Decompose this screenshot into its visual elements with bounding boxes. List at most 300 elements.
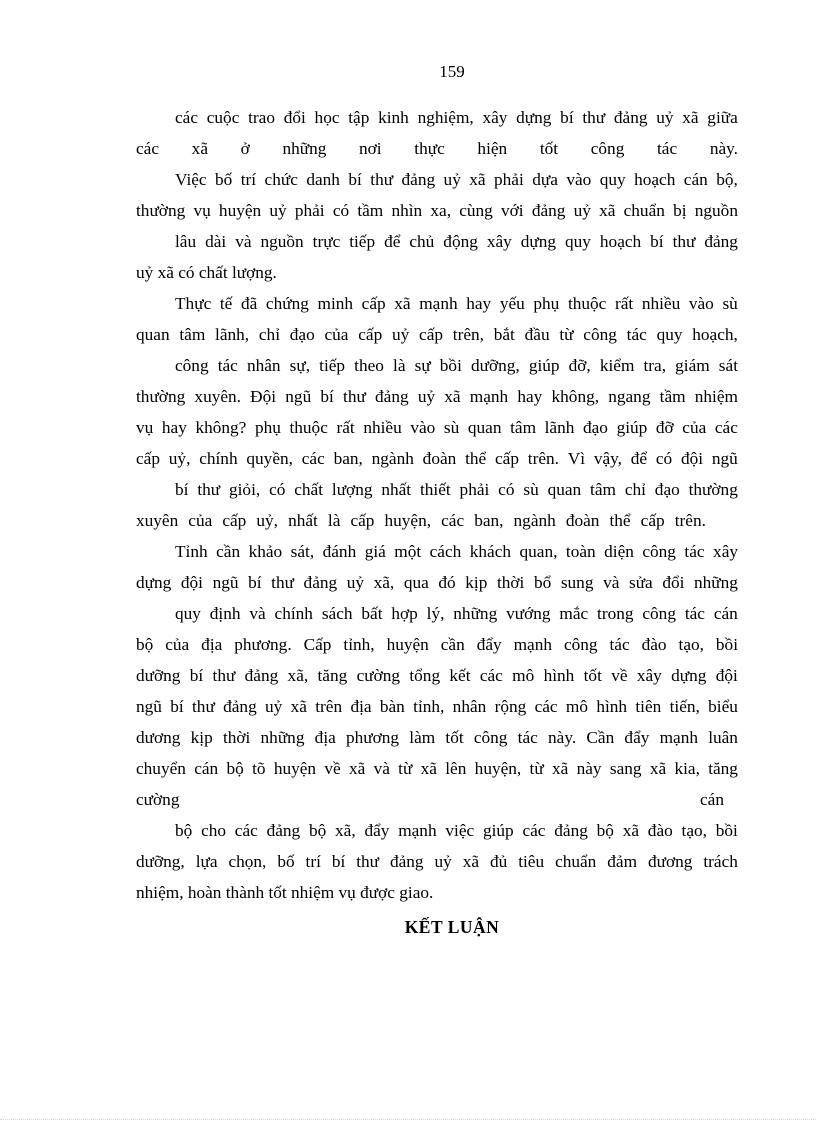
word: thường [136, 201, 186, 220]
word: và [235, 232, 252, 251]
word: không? [195, 418, 247, 437]
word: thực [414, 139, 445, 158]
word: vào [410, 418, 436, 437]
word: tỉnh, [343, 635, 375, 654]
word: tác [217, 356, 238, 375]
word: để [630, 449, 648, 468]
word: xuyên. [194, 387, 241, 406]
word: uỷ [573, 201, 591, 220]
word: đẩy [364, 821, 390, 840]
word: mạnh [398, 821, 437, 840]
word: huyện [218, 201, 262, 220]
word: dài [205, 232, 227, 251]
word: dương [136, 728, 181, 747]
word: bí [170, 697, 184, 716]
word: yếu [499, 294, 525, 313]
word: kịp [465, 573, 488, 592]
word: bí [175, 480, 189, 499]
word: uỷ [346, 573, 365, 592]
word: này. [548, 728, 577, 747]
word: uỷ [434, 852, 452, 871]
word: có [498, 480, 515, 499]
word: lên [445, 759, 467, 778]
word: đào [641, 635, 667, 654]
word: hình [543, 666, 575, 685]
word: thường [688, 480, 738, 499]
text-line [136, 199, 738, 223]
word: theo [354, 356, 384, 375]
word: xã [191, 139, 208, 158]
word: bộ, [716, 170, 738, 189]
word: chính [274, 604, 313, 623]
word: nhiệm [694, 387, 738, 406]
text-line [175, 230, 738, 254]
word: biểu [708, 697, 738, 716]
word: hoạch, [692, 325, 738, 344]
word: các [714, 418, 738, 437]
word: chủ [409, 232, 435, 251]
word: ngang [608, 387, 651, 406]
word: đội [715, 666, 738, 685]
word: các [522, 821, 546, 840]
word: tác [609, 635, 630, 654]
word: đảng [375, 387, 409, 406]
word: từ [398, 759, 413, 778]
word: công [473, 728, 508, 747]
word: với [501, 201, 524, 220]
word: xã [420, 759, 437, 778]
word: phải [294, 201, 325, 220]
word: uỷ [656, 108, 674, 127]
word: uỷ, [256, 511, 278, 530]
word: bố [215, 170, 233, 189]
word: đảng [266, 821, 301, 840]
text-line [175, 819, 738, 843]
word: vướng [506, 604, 551, 623]
word: ngũ [212, 573, 239, 592]
word: sù [523, 480, 539, 499]
word: xã, [373, 573, 395, 592]
word: chuẩn [555, 852, 597, 871]
word: tỉnh, [413, 697, 445, 716]
word: xuyên [136, 511, 179, 530]
word: tra, [643, 356, 667, 375]
word: giúp [528, 356, 560, 375]
text-line [136, 447, 738, 471]
word: thư [672, 232, 696, 251]
word: chứng [265, 294, 309, 313]
word: đảm [607, 852, 638, 871]
word: và [603, 573, 620, 592]
word: quy [656, 325, 683, 344]
word: xã, [335, 821, 356, 840]
text-line [136, 757, 738, 781]
word: đạo [654, 480, 680, 499]
word: các [441, 511, 465, 530]
page-bottom-border [0, 1119, 816, 1120]
word: vào [688, 294, 714, 313]
text-line [136, 788, 724, 812]
word: xã [290, 697, 307, 716]
word: thời [222, 728, 251, 747]
word: chuẩn [623, 201, 665, 220]
word: địa [314, 728, 336, 747]
word: toàn [565, 542, 596, 561]
word: địa [201, 635, 223, 654]
word: thời [496, 573, 525, 592]
word: khảo [248, 542, 283, 561]
word: vụ [193, 201, 211, 220]
word: huyện [273, 759, 317, 778]
text-line [136, 726, 738, 750]
word: quy [175, 604, 201, 623]
word: ngũ [711, 449, 738, 468]
text-line [175, 540, 738, 564]
word: bí [320, 387, 334, 406]
word: ban, [474, 511, 504, 530]
word: Cần [586, 728, 615, 747]
word: tác [517, 728, 538, 747]
text-line [175, 168, 738, 192]
word: quy [599, 170, 626, 189]
word: chỉ [258, 325, 281, 344]
word: phải [459, 480, 490, 499]
word: cán [713, 604, 738, 623]
word: có [269, 480, 286, 499]
word: dựng [520, 232, 557, 251]
word: quy [565, 232, 591, 251]
word: diện [604, 542, 634, 561]
word: sát, [290, 542, 315, 561]
word: đỡ, [568, 356, 591, 375]
word: làm [409, 728, 436, 747]
word: đó [438, 573, 456, 592]
word: thư [343, 387, 366, 406]
word: đảng [531, 201, 566, 220]
word: chính [199, 449, 238, 468]
word: trí [305, 852, 321, 871]
word: đảng [554, 821, 588, 840]
word: phụ [533, 294, 560, 313]
word: tiến, [669, 697, 700, 716]
word: từ [559, 325, 574, 344]
word: tốt [583, 666, 602, 685]
word: cường [356, 666, 401, 685]
word: uỷ [265, 697, 283, 716]
word: bí [348, 170, 362, 189]
word: giá [364, 542, 386, 561]
text-line [136, 137, 738, 161]
word: tế [219, 294, 233, 313]
word: tầm [659, 387, 686, 406]
word: tạo, [681, 821, 707, 840]
word: là [327, 511, 341, 530]
word: công [590, 139, 625, 158]
word: huyện [386, 635, 429, 654]
word: cho [201, 821, 227, 840]
word: ngành [513, 511, 556, 530]
word: trực [312, 232, 341, 251]
word: xã [682, 108, 699, 127]
word: các [301, 449, 325, 468]
word: mạnh [659, 728, 698, 747]
word: của [682, 418, 707, 437]
word: dưỡng, [136, 852, 185, 871]
word: tiếp [319, 356, 346, 375]
word: này [576, 759, 602, 778]
word: tốt [539, 139, 559, 158]
word: định [209, 604, 241, 623]
text-line [136, 571, 738, 595]
word: xã, [287, 666, 309, 685]
word: ngành [371, 449, 414, 468]
word: Đội [250, 387, 277, 406]
text-line [136, 695, 738, 719]
text-line [175, 602, 738, 626]
word: đảng [389, 852, 424, 871]
word: chức [264, 170, 298, 189]
word: Tỉnh [175, 542, 208, 561]
word: lựa [195, 852, 218, 871]
word: công [175, 356, 209, 375]
word: tạo, [678, 635, 704, 654]
word: lãnh, [215, 325, 250, 344]
word: đảng [401, 170, 436, 189]
word: các [136, 139, 160, 158]
word: hay [161, 418, 187, 437]
text-line [136, 664, 738, 688]
word: đánh [322, 542, 357, 561]
word: nhiều [363, 418, 402, 437]
word: những [453, 604, 498, 623]
word: đủ [489, 852, 508, 871]
word: rộng [494, 697, 527, 716]
word: đội [681, 449, 704, 468]
word: mô [512, 666, 535, 685]
word: trách [703, 852, 738, 871]
word: về [324, 759, 341, 778]
word: để [384, 232, 401, 251]
word: dựng [671, 666, 707, 685]
word: các [234, 821, 258, 840]
word: và [249, 604, 266, 623]
word: đảng [223, 697, 257, 716]
word: sung [560, 573, 594, 592]
word: cấp [419, 325, 444, 344]
word: thuộc [289, 418, 328, 437]
word: kiểm [599, 356, 635, 375]
word: cấp [361, 294, 386, 313]
word: sách [321, 604, 353, 623]
word: phụ [254, 418, 281, 437]
word: bổ [533, 573, 552, 592]
word: chọn, [228, 852, 267, 871]
word: vụ [136, 418, 154, 437]
word: dựng [516, 108, 552, 127]
word: của [324, 325, 349, 344]
word: hiện [477, 139, 508, 158]
word: thư [197, 480, 221, 499]
word: danh [306, 170, 340, 189]
word: bộ [308, 821, 327, 840]
word: các [534, 697, 558, 716]
word: bí [331, 852, 346, 871]
word: minh [317, 294, 354, 313]
word: đẩy [624, 728, 650, 747]
word: kết [449, 666, 471, 685]
word: nơi [359, 139, 382, 158]
word: hay [466, 294, 492, 313]
word: thể [609, 511, 631, 530]
word: bàn [379, 697, 405, 716]
text-line [136, 416, 738, 440]
word: cấp [350, 511, 375, 530]
word: phải [494, 170, 524, 189]
word: chỉ [624, 480, 646, 499]
word: đảng [613, 108, 648, 127]
word: xa, [430, 201, 452, 220]
word: thường [136, 387, 186, 406]
word: đào [647, 821, 673, 840]
word: bí [650, 232, 664, 251]
word: lãnh [544, 418, 575, 437]
word: cần [440, 635, 465, 654]
word: sự, [289, 356, 311, 375]
word: mô [565, 697, 588, 716]
word: đổi [283, 108, 306, 127]
text-line: uỷ xã có chất lượng. [136, 263, 277, 282]
word: tác [684, 542, 705, 561]
word: đạo [289, 325, 315, 344]
word: cấp [222, 511, 247, 530]
word: cấp [136, 449, 160, 468]
text-line [136, 509, 706, 533]
word: bí [248, 573, 262, 592]
word: cán [700, 790, 724, 809]
word: đổi [662, 573, 685, 592]
word: công [583, 325, 617, 344]
word: sửa [628, 573, 653, 592]
word: ngũ [285, 387, 312, 406]
word: quan, [519, 542, 558, 561]
word: huyện, [474, 759, 522, 778]
word: tâm [590, 480, 616, 499]
word: sù [443, 418, 460, 437]
word: đảng [244, 666, 279, 685]
word: xây [713, 542, 738, 561]
word: vào [566, 170, 592, 189]
word: tập [348, 108, 370, 127]
word: thư [192, 697, 215, 716]
word: phương. [234, 635, 292, 654]
word: tăng [708, 759, 738, 778]
word: kịp [190, 728, 213, 747]
word: từ [529, 759, 544, 778]
word: dựng [136, 573, 172, 592]
word: cấp [358, 325, 383, 344]
word: chất [294, 480, 324, 499]
word: một [394, 542, 422, 561]
text-line [175, 354, 738, 378]
word: sự [414, 356, 431, 375]
word: cán [683, 170, 708, 189]
word: tiêu [518, 852, 545, 871]
word: địa [350, 697, 372, 716]
word: quan [547, 480, 582, 499]
word: việc [445, 821, 475, 840]
word: hoạch [599, 232, 642, 251]
word: thư [271, 573, 294, 592]
word: tác [684, 604, 705, 623]
word: tiếp [349, 232, 376, 251]
text-line [136, 323, 738, 347]
word: mạnh [419, 294, 458, 313]
word: bí [189, 666, 204, 685]
word: Thực [175, 294, 212, 313]
word: ngũ [136, 697, 162, 716]
word: uỷ [269, 201, 287, 220]
word: đạo [583, 418, 608, 437]
word: và [373, 759, 390, 778]
word: ban, [333, 449, 363, 468]
text-line [136, 633, 738, 657]
word: rất [336, 418, 355, 437]
word: mắc [559, 604, 589, 623]
text-line [136, 385, 738, 409]
word: quan [136, 325, 170, 344]
word: những [282, 139, 327, 158]
word: thư [370, 170, 394, 189]
word: tâm [179, 325, 206, 344]
word: các [479, 666, 503, 685]
word: động [443, 232, 478, 251]
word: Việc [175, 170, 207, 189]
word: thư [356, 852, 380, 871]
word: sát [718, 356, 738, 375]
word: xã [394, 294, 411, 313]
word: nhân [246, 356, 281, 375]
word: có [655, 449, 673, 468]
word: phương [346, 728, 400, 747]
word: của [165, 635, 190, 654]
word: học [314, 108, 340, 127]
word: chuyển [136, 759, 186, 778]
text-line [175, 106, 738, 130]
word: cùng [459, 201, 493, 220]
word: cần [216, 542, 241, 561]
word: sù [722, 294, 738, 313]
word: là [393, 356, 406, 375]
word: Vì [567, 449, 586, 468]
word: nhân [452, 697, 487, 716]
word: kia, [674, 759, 700, 778]
word: qua [403, 573, 429, 592]
word: xã [444, 387, 461, 406]
word: hình [596, 697, 628, 716]
word: đảng [704, 232, 738, 251]
word: luân [708, 728, 738, 747]
word: những [260, 728, 305, 747]
word: đã [240, 294, 258, 313]
word: trên, [452, 325, 484, 344]
word: uỷ [417, 387, 436, 406]
word: bất [361, 604, 383, 623]
word: các [175, 108, 199, 127]
word: thư [582, 108, 606, 127]
word: hay [517, 387, 543, 406]
word: nguồn [694, 201, 738, 220]
page-number: 159 [439, 62, 465, 81]
